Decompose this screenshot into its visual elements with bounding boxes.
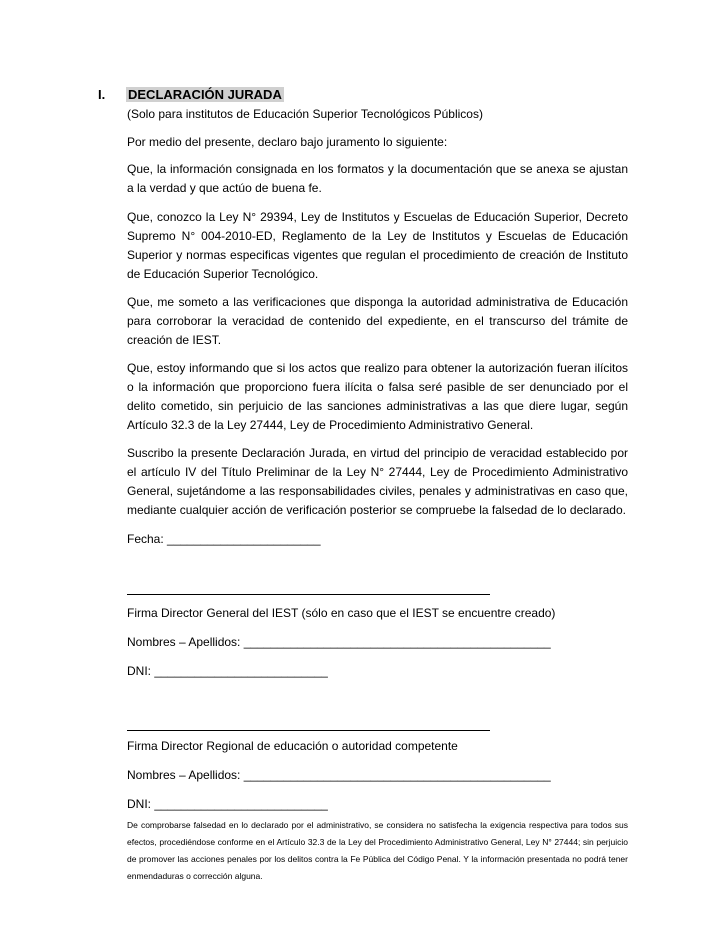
dni-field: DNI: __________________________ [127, 664, 328, 678]
section-header [98, 85, 284, 103]
section-number: I. [98, 86, 106, 102]
fecha-field: Fecha: _______________________ [127, 532, 321, 546]
declaration-paragraph: Suscribo la presente Declaración Jurada, en virtud del principio de veracidad establecido por el artículo IV del Título Preliminar de la Ley N° 27444, Ley de Procedimiento Administrativo General, sujetándome a las responsabilidades civiles, penales y administrativas en caso que, mediante cualquier acción de verificación posterior se compruebe la falsedad de lo declarado. [127, 446, 628, 517]
signature-label: Firma Director General del IEST (sólo en caso que el IEST se encuentre creado) [127, 606, 556, 620]
document-body [127, 105, 628, 885]
section-subtitle: (Solo para institutos de Educación Superior Tecnológicos Públicos) [127, 107, 483, 121]
declaration-paragraph: Que, la información consignada en los formatos y la documentación que se anexa se ajustan a la verdad y que actúo de buena fe. [127, 162, 628, 195]
nombres-field: Nombres – Apellidos: ______________________________________________ [127, 635, 551, 649]
dni-field: DNI: __________________________ [127, 797, 328, 811]
declaration-paragraph: Que, me someto a las verificaciones que disponga la autoridad administrativa de Educación para corroborar la veracidad de contenido del expediente, en el transcurso del trámite de creación de IEST. [127, 295, 628, 347]
intro-paragraph: Por medio del presente, declaro bajo juramento lo siguiente: [127, 135, 448, 149]
section-title: DECLARACIÓN JURADA [128, 86, 282, 102]
nombres-field: Nombres – Apellidos: ______________________________________________ [127, 768, 551, 782]
footnote: De comprobarse falsedad en lo declarado por el administrativo, se considera no satisfecha la exigencia respectiva para todos sus efectos, procediéndose conforme en el Artículo 32.3 de la Ley del Procedimiento Administrativo General, Ley N° 27444; sin perjuicio de promover las acciones penales por los delitos contra la Fe Pública del Código Penal. Y la información presentada no podrá tener enmendaduras o corrección alguna. [127, 820, 628, 881]
declaration-paragraph: Que, conozco la Ley N° 29394, Ley de Institutos y Escuelas de Educación Superior, Decreto Supremo N° 004-2010-ED, Reglamento de la Ley de Institutos y Escuelas de Educación Superior y normas especificas vigentes que regulan el procedimiento de creación de Instituto de Educación Superior Tecnológico. [127, 210, 628, 281]
declaration-paragraph: Que, estoy informando que si los actos que realizo para obtener la autorización fueran ilícitos o la información que proporciono fuera ilícita o falsa seré pasible de ser denunciado por el delito cometido, sin perjuicio de las sanciones administrativas a las que diere lugar, según Artículo 32.3 de la Ley 27444, Ley de Procedimiento Administrativo General. [127, 361, 628, 432]
signature-label: Firma Director Regional de educación o autoridad competente [127, 739, 458, 753]
